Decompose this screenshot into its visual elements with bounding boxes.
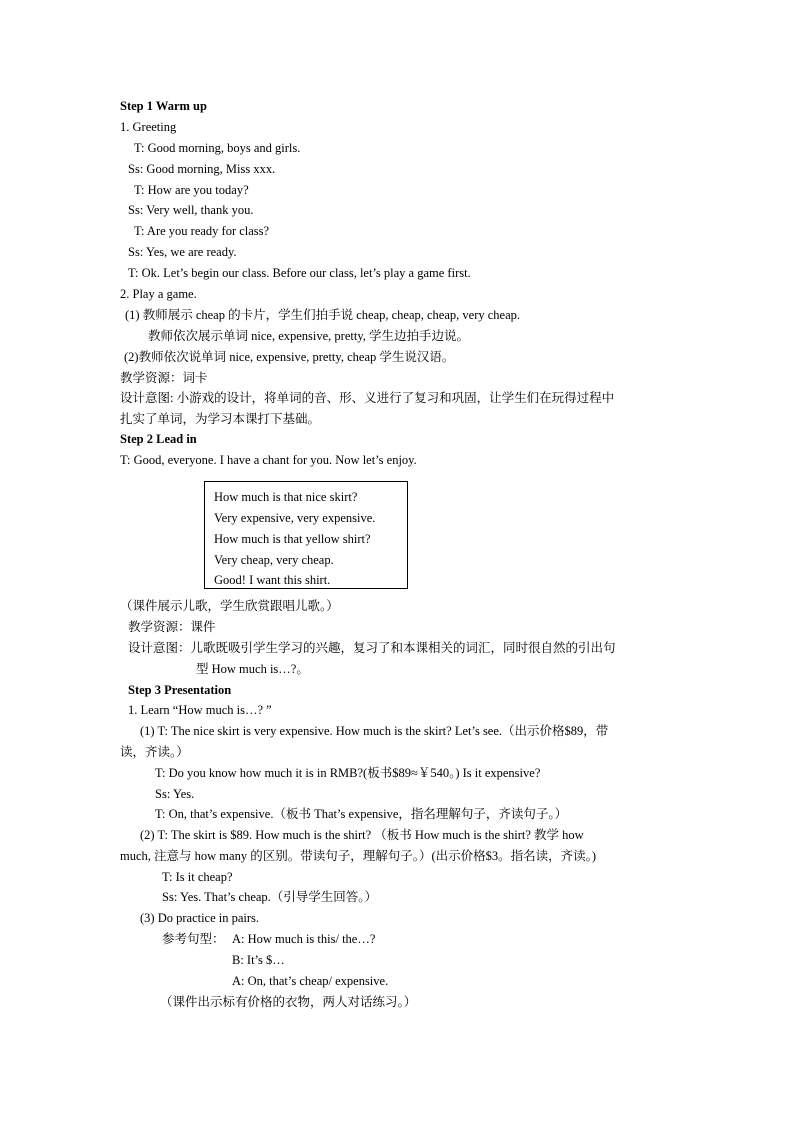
reference-sentence: A: On, that’s cheap/ expensive. (232, 974, 389, 988)
design-intent: 设计意图：儿歌既吸引学生学习的兴趣，复习了和本课相关的词汇，同时很自然的引出句 (128, 641, 616, 655)
chant-line: Good! I want this shirt. (214, 573, 331, 587)
presentation-line: Ss: Yes. (155, 787, 195, 801)
dialogue-line: Ss: Good morning, Miss xxx. (128, 162, 276, 176)
presentation-line: much, 注意与 how many 的区别。带读句子，理解句子。）(出示价格$3。指名读，齐读。) (120, 849, 597, 863)
chant-line: Very cheap, very cheap. (214, 553, 334, 567)
step2-title: Step 2 Lead in (120, 432, 197, 446)
design-intent-cont: 扎实了单词，为学习本课打下基础。 (120, 412, 321, 426)
dialogue-line: T: Ok. Let’s begin our class. Before our class, let’s play a game first. (128, 266, 471, 280)
game-heading: 2. Play a game. (120, 287, 197, 301)
reference-sentence: B: It’s $… (232, 953, 285, 967)
practice-note: （课件出示标有价格的衣物，两人对话练习。） (160, 995, 417, 1009)
chant-box (204, 481, 408, 589)
presentation-line: T: Is it cheap? (162, 870, 233, 884)
resource-note: 教学资源：词卡 (120, 371, 208, 385)
practice-heading: (3) Do practice in pairs. (140, 911, 260, 925)
step1-title: Step 1 Warm up (120, 99, 207, 113)
dialogue-line: Ss: Very well, thank you. (128, 203, 254, 217)
learn-heading: 1. Learn “How much is…? ” (128, 703, 272, 717)
design-intent-cont: 型 How much is…?。 (196, 662, 309, 676)
game-step-1-cont: 教师依次展示单词 nice, expensive, pretty, 学生边拍手边说。 (148, 329, 470, 343)
presentation-line: 读，齐读。） (120, 745, 189, 759)
chant-line: Very expensive, very expensive. (214, 511, 376, 525)
dialogue-line: T: Good morning, boys and girls. (134, 141, 301, 155)
presentation-line: Ss: Yes. That’s cheap.（引导学生回答。） (162, 890, 378, 904)
chant-line: How much is that nice skirt? (214, 490, 358, 504)
presentation-line: (1) T: The nice skirt is very expensive. How much is the skirt? Let’s see.（出示价格$89，带 (140, 724, 609, 738)
presentation-line: T: On, that’s expensive.（板书 That’s expensive，指名理解句子，齐读句子。） (155, 807, 568, 821)
presentation-line: T: Do you know how much it is in RMB?(板书$89≈￥540。) Is it expensive? (155, 766, 541, 780)
dialogue-line: T: How are you today? (134, 183, 249, 197)
design-intent: 设计意图: 小游戏的设计，将单词的音、形、义进行了复习和巩固，让学生们在玩得过程中 (120, 391, 615, 405)
reference-label: 参考句型： (162, 932, 225, 946)
dialogue-line: Ss: Yes, we are ready. (128, 245, 237, 259)
dialogue-line: T: Are you ready for class? (134, 224, 270, 238)
chant-note: （课件展示儿歌，学生欣赏跟唱儿歌。） (120, 599, 339, 613)
step3-title: Step 3 Presentation (128, 683, 232, 697)
game-step-1: (1) 教师展示 cheap 的卡片，学生们拍手说 cheap, cheap, cheap, very cheap. (125, 308, 521, 322)
chant-line: How much is that yellow shirt? (214, 532, 371, 546)
reference-sentence: A: How much is this/ the…? (232, 932, 376, 946)
step2-intro: T: Good, everyone. I have a chant for you. Now let’s enjoy. (120, 453, 417, 467)
game-step-2: (2)教师依次说单词 nice, expensive, pretty, cheap 学生说汉语。 (124, 350, 455, 364)
resource-note: 教学资源：课件 (128, 620, 216, 634)
presentation-line: (2) T: The skirt is $89. How much is the shirt? （板书 How much is the shirt? 教学 how (140, 828, 584, 842)
greeting-heading: 1. Greeting (120, 120, 177, 134)
